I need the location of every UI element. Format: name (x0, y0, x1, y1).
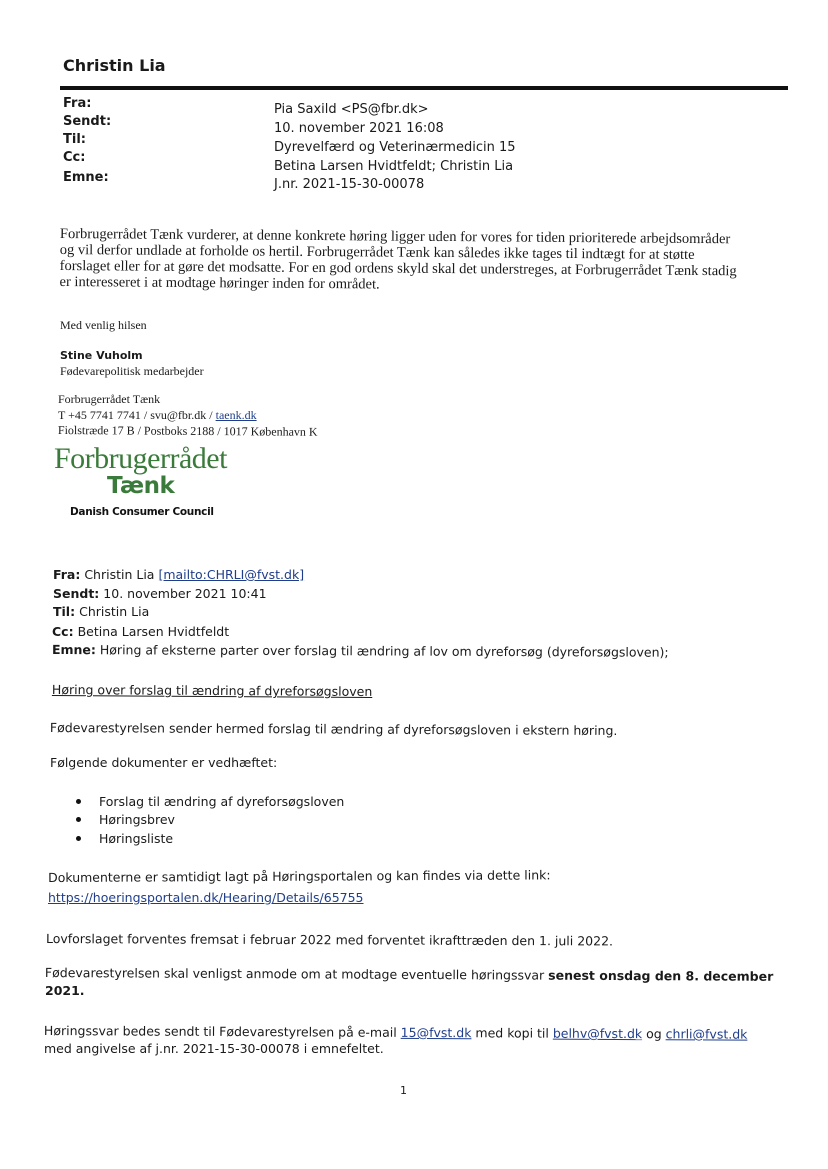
signature-contact (58, 408, 257, 423)
from-value: Pia Saxild <PS@fbr.dk> (274, 102, 429, 117)
logo-line2: Tænk (107, 473, 175, 499)
contact-text: T +45 7741 7741 / svu@fbr.dk / (58, 408, 216, 422)
email2-to (53, 604, 149, 619)
cc-value: Betina Larsen Hvidtfeldt; Christin Lia (274, 159, 514, 174)
logo-line3: Danish Consumer Council (70, 506, 214, 518)
email2-para6 (44, 1023, 748, 1042)
email2-from (53, 567, 304, 582)
email2-subject (52, 642, 669, 660)
to-label: Til: (63, 132, 86, 147)
email2-para4: Lovforslaget forventes fremsat i februar 2022 med forventet ikrafttræden den 1. juli 2022. (45, 931, 614, 949)
email2-to-label: Til: (53, 604, 76, 619)
taenk-link[interactable]: taenk.dk (215, 408, 257, 422)
mailto-link[interactable]: [mailto:CHRLI@fvst.dk] (158, 567, 305, 582)
body-line: forslaget eller for at gøre det modsatte. For en god ordens skyld skal det understreges, at Forbrugerrådet Tænk stadig (59, 257, 737, 280)
signature-name: Stine Vuholm (60, 349, 143, 362)
email2-to-value: Christin Lia (79, 604, 150, 619)
logo-line1: Forbrugerrådet (54, 442, 227, 475)
signature-title: Fødevarepolitisk medarbejder (60, 364, 204, 378)
email2-cc-value: Betina Larsen Hvidtfeldt (77, 624, 230, 639)
deadline-year: 2021. (45, 983, 85, 998)
attachment-item: Høringsliste (99, 831, 174, 846)
cc-label: Cc: (63, 150, 86, 165)
email2-sent-label: Sendt: (53, 586, 100, 601)
email2-from-value: Christin Lia (84, 567, 159, 582)
email2-sent (53, 586, 267, 601)
subject-value: J.nr. 2021-15-30-00078 (274, 177, 425, 192)
email-link-15[interactable]: 15@fvst.dk (400, 1024, 472, 1041)
signature-org: Forbrugerrådet Tænk (58, 392, 161, 406)
email2-heading: Høring over forslag til ændring af dyreforsøgsloven (51, 682, 373, 699)
email-link-chrli[interactable]: chrli@fvst.dk (665, 1026, 748, 1042)
header-rule (60, 86, 788, 90)
page-number: 1 (400, 1084, 407, 1097)
body-line: og vil derfor undlade at forholde os hertil. Forbrugerrådet Tænk kan således ikke tages til indtægt for at støtte (59, 241, 695, 263)
body-line: er interesseret i at modtage høringer inden for området. (59, 273, 380, 293)
bullet-icon (76, 799, 81, 804)
body-line: Forbrugerrådet Tænk vurderer, at denne konkrete høring ligger uden for vores for tiden prioriterede arbejdsområder (59, 226, 731, 248)
email2-para6-end: med angivelse af j.nr. 2021-15-30-00078 i emnefeltet. (44, 1041, 384, 1056)
greeting: Med venlig hilsen (60, 318, 147, 332)
header-name: Christin Lia (63, 56, 166, 75)
bullet-icon (76, 836, 81, 841)
para6-text: med kopi til (471, 1025, 553, 1041)
email1-body (59, 226, 737, 295)
para5-text: Fødevarestyrelsen skal venligst anmode om at modtage eventuelle høringssvar (44, 965, 549, 983)
subject-label: Emne: (63, 170, 109, 185)
email2-cc-label: Cc: (52, 624, 74, 639)
email2-from-label: Fra: (53, 567, 81, 582)
email2-para5 (45, 965, 773, 984)
email2-para1: Fødevarestyrelsen sender hermed forslag til ændring af dyreforsøgsloven i ekstern høring. (49, 720, 618, 738)
attachment-item: Høringsbrev (99, 812, 175, 827)
signature-address: Fiolstræde 17 B / Postboks 2188 / 1017 København K (57, 423, 318, 439)
email2-cc (52, 624, 229, 639)
from-label: Fra: (63, 96, 92, 111)
email-link-belhv[interactable]: belhv@fvst.dk (552, 1025, 643, 1042)
para6-text: og (642, 1026, 666, 1042)
email2-sent-value: 10. november 2021 10:41 (103, 586, 267, 601)
email2-subject-value: Høring af eksterne parter over forslag til ændring af lov om dyreforsøg (dyreforsøgsloven); (99, 642, 669, 660)
email2-subject-label: Emne: (51, 642, 96, 658)
email2-para2: Følgende dokumenter er vedhæftet: (50, 755, 278, 770)
attachment-item: Forslag til ændring af dyreforsøgsloven (99, 794, 345, 809)
sent-label: Sendt: (63, 114, 112, 129)
para6-text: Høringssvar bedes sendt til Fødevarestyrelsen på e-mail (43, 1023, 401, 1040)
sent-value: 10. november 2021 16:08 (274, 121, 444, 136)
bullet-icon (76, 817, 81, 822)
portal-link[interactable]: https://hoeringsportalen.dk/Hearing/Details/65755 (48, 890, 364, 905)
email2-para3: Dokumenterne er samtidigt lagt på Høringsportalen og kan findes via dette link: (48, 867, 551, 885)
deadline-text: senest onsdag den 8. december (548, 967, 774, 984)
to-value: Dyrevelfærd og Veterinærmedicin 15 (274, 140, 516, 155)
